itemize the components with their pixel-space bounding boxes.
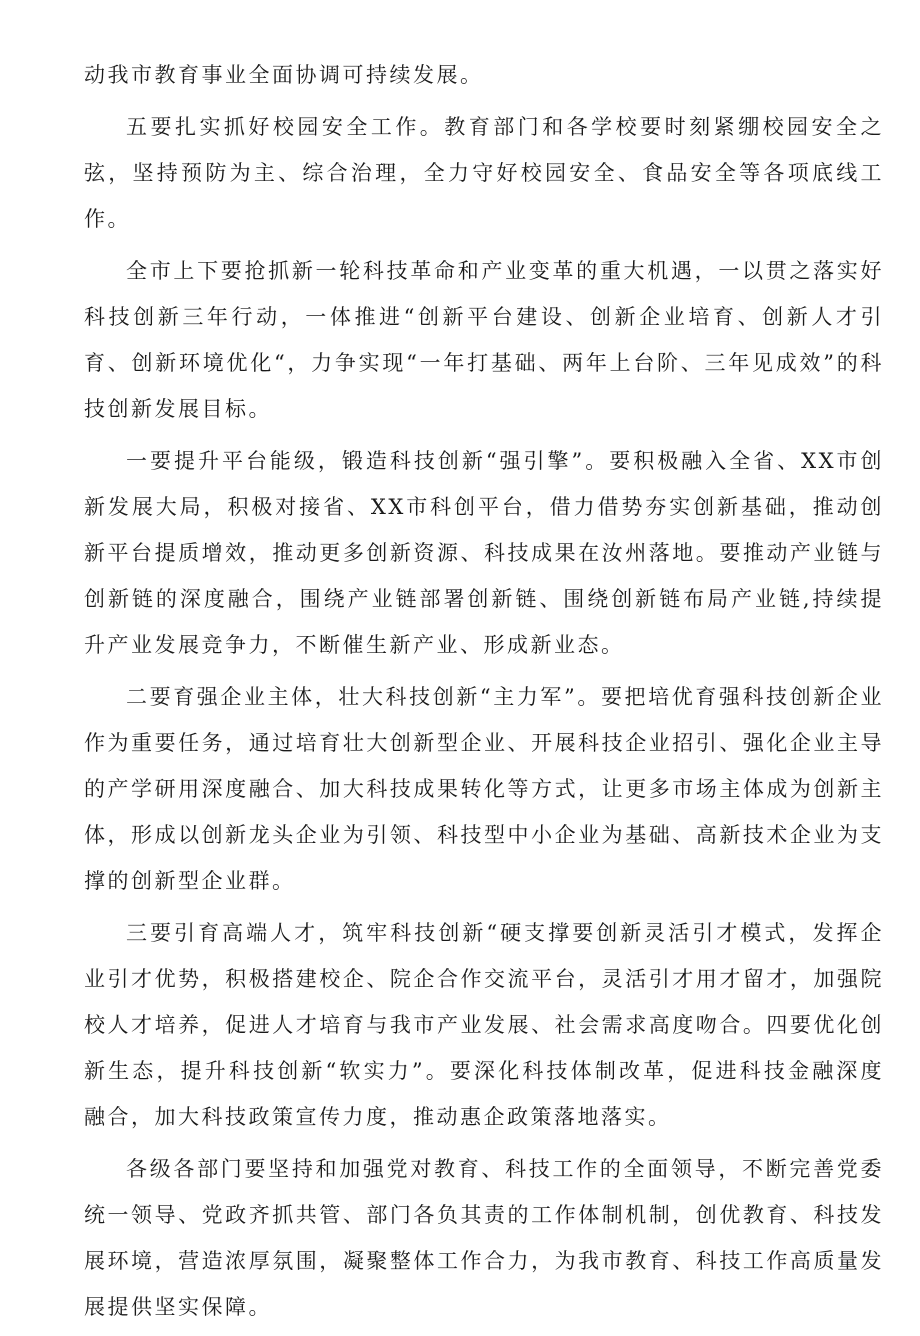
paragraph-enterprise-entities: 二要育强企业主体，壮大科技创新“主力军”。要把培优育强科技创新企业作为重要任务，通过培育壮大创新型企业、开展科技企业招引、强化企业主导的产学研用深度融合、加大科技成果转化等方式，让更多市场主体成为创新主体，形成以创新龙头企业为引领、科技型中小企业为基础、高新技术企业为支撑的创新型企业群。 [84,685,884,893]
paragraph-platform-capacity: 一要提升平台能级，锻造科技创新“强引擎”。要积极融入全省、XX市创新发展大局，积极对接省、XX市科创平台，借力借势夯实创新基础，推动创新平台提质增效，推动更多创新资源、科技成果在汝州落地。要推动产业链与创新链的深度融合，围绕产业链部署创新链、围绕创新链布局产业链,持续提升产业发展竞争力，不断催生新产业、形成新业态。 [84,449,884,657]
paragraph-party-leadership: 各级各部门要坚持和加强党对教育、科技工作的全面领导，不断完善党委统一领导、党政齐抓共管、部门各负其责的工作体制机制，创优教育、科技发展环境，营造浓厚氛围，凝聚整体工作合力，为我市教育、科技工作高质量发展提供坚实保障。 [84,1157,884,1319]
paragraph-tech-innovation-overview: 全市上下要抢抓新一轮科技革命和产业变革的重大机遇，一以贯之落实好科技创新三年行动，一体推进“创新平台建设、创新企业培育、创新人才引育、创新环境优化“，力争实现“一年打基础、两年上台阶、三年见成效”的科技创新发展目标。 [84,259,884,421]
paragraph-talent-and-ecosystem: 三要引育高端人才，筑牢科技创新“硬支撑要创新灵活引才模式，发挥企业引才优势，积极搭建校企、院企合作交流平台，灵活引才用才留才，加强院校人才培养，促进人才培育与我市产业发展、社会需求高度吻合。四要优化创新生态，提升科技创新“软实力”。要深化科技体制改革，促进科技金融深度融合，加大科技政策宣传力度，推动惠企政策落地落实。 [84,921,884,1129]
paragraph-campus-safety: 五要扎实抓好校园安全工作。教育部门和各学校要时刻紧绷校园安全之弦，坚持预防为主、综合治理，全力守好校园安全、食品安全等各项底线工作。 [84,115,884,231]
paragraph-continuation: 动我市教育事业全面协调可持续发展。 [84,63,484,87]
document-body [84,52,884,1336]
